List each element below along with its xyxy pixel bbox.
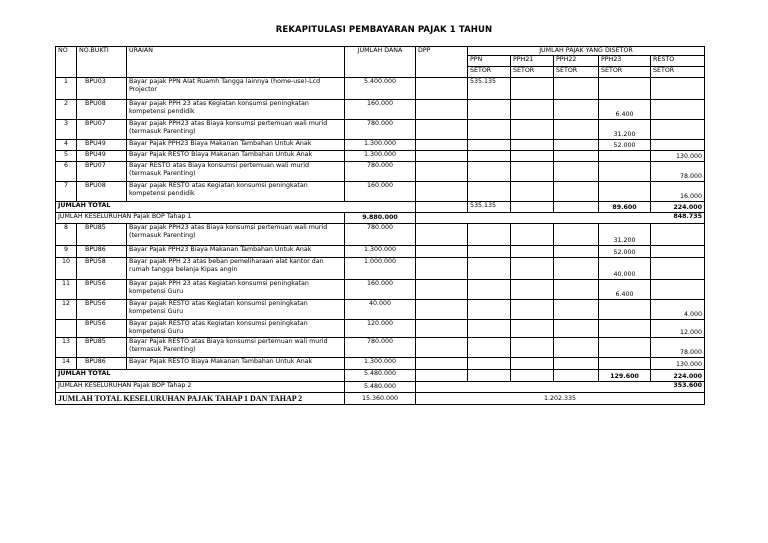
row-bukti: BPU85 [77,224,127,246]
row-dpp [416,246,468,258]
row-pph22 [554,182,599,202]
table-row [56,120,705,140]
row-pph22 [554,300,599,320]
row-dpp [416,151,468,162]
row-jumlah-dana: 780.000 [345,224,416,246]
row-dpp [416,100,468,120]
page-title: REKAPITULASI PEMBAYARAN PAJAK 1 TAHUN [275,25,493,35]
header-row [56,47,705,56]
header-ppn: PPN [468,56,511,67]
row-bukti: BPU07 [77,120,127,140]
row-dpp [416,358,468,370]
row-bukti: BPU03 [77,78,127,100]
row-ppn: 535.135 [468,78,511,100]
row-ppn [468,358,511,370]
row-pph21 [511,182,554,202]
row-pph22 [554,151,599,162]
header-pph23: PPH23 [599,56,651,67]
total-pph22 [554,370,599,382]
row-pph21 [511,300,554,320]
header-setor-pph23: SETOR [599,67,651,78]
row-pph22 [554,246,599,258]
total-pph22 [554,202,599,213]
table-row [56,224,705,246]
row-jumlah-dana: 780.000 [345,162,416,182]
row-resto [651,140,705,151]
grand-total-dana: 15.360.000 [345,393,416,405]
row-no: 6 [56,162,77,182]
row-dpp [416,78,468,100]
total-label: JUMLAH TOTAL [56,370,345,382]
total-dpp [416,370,468,382]
row-uraian: Bayar pajak PPH 23 atas Kegiatan konsumsi peningkatan kompetensi pendidik [127,100,345,120]
table-row [56,358,705,370]
row-pph21 [511,358,554,370]
row-bukti: BPU56 [77,280,127,300]
keseluruhan-pajak: 848.735 [416,213,705,224]
row-pph21 [511,338,554,358]
row-no: 13 [56,338,77,358]
header-pph22: PPH22 [554,56,599,67]
row-bukti: BPU07 [77,162,127,182]
row-no: 14 [56,358,77,370]
header-resto: RESTO [651,56,705,67]
row-dpp [416,162,468,182]
row-uraian: Bayar Pajak PPH23 Biaya Makanan Tambahan Untuk Anak [127,246,345,258]
row-uraian: Bayar pajak PPH 23 atas beban pemeliharaan alat kantor dan rumah tangga belanja Kipas angin [127,258,345,280]
row-pph23 [599,358,651,370]
row-pph21 [511,320,554,338]
row-pph21 [511,151,554,162]
row-ppn [468,100,511,120]
row-jumlah-dana: 1.300.000 [345,246,416,258]
row-pph21 [511,246,554,258]
total-pph23: 129.600 [599,370,651,382]
total-dana: 5.480.000 [345,370,416,382]
keseluruhan-label: JUMLAH KESELURUHAN Pajak BOP Tahap 1 [56,213,345,224]
keseluruhan-pajak: 353.600 [416,382,705,393]
row-bukti: BPU86 [77,246,127,258]
header-jumlah-dana: JUMLAH DANA [345,47,416,78]
row-pph21 [511,78,554,100]
total-pph21 [511,370,554,382]
row-uraian: Bayar Pajak PPH23 Biaya Makanan Tambahan Untuk Anak [127,140,345,151]
row-jumlah-dana: 5.400.000 [345,78,416,100]
row-jumlah-dana: 780.000 [345,338,416,358]
row-pph22 [554,100,599,120]
row-bukti: BPU49 [77,140,127,151]
row-no: 5 [56,151,77,162]
row-jumlah-dana: 160.000 [345,280,416,300]
row-pph22 [554,258,599,280]
row-uraian: Bayar pajak RESTO atas Kegiatan konsumsi peningkatan kompetensi pendidik [127,182,345,202]
header-setor-pph21: SETOR [511,67,554,78]
header-dpp: DPP [416,47,468,78]
row-pph23 [599,151,651,162]
header-setor-resto: SETOR [651,67,705,78]
header-uraian: URAIAN [127,47,345,78]
row-no: 11 [56,280,77,300]
header-no: NO [56,47,77,78]
row-ppn [468,224,511,246]
keseluruhan-label: JUMLAH KESELURUHAN Pajak BOP Tahap 2 [56,382,345,393]
grand-total-row [56,393,705,405]
row-pph23 [599,182,651,202]
row-no: 8 [56,224,77,246]
row-pph22 [554,120,599,140]
row-pph22 [554,320,599,338]
row-pph23: 40.000 [599,258,651,280]
row-bukti: BPU56 [77,300,127,320]
row-pph22 [554,140,599,151]
row-ppn [468,300,511,320]
row-no: 4 [56,140,77,151]
row-pph21 [511,100,554,120]
row-no: 7 [56,182,77,202]
total-row-tahap2 [56,370,705,382]
row-no: 9 [56,246,77,258]
row-resto: 4.000 [651,300,705,320]
row-uraian: Bayar pajak PPH 23 atas Kegiatan konsumsi peningkatan kompetensi Guru [127,280,345,300]
table-row [56,246,705,258]
row-dpp [416,182,468,202]
row-ppn [468,338,511,358]
row-no: 2 [56,100,77,120]
row-resto: 78.000 [651,162,705,182]
row-no: 1 [56,78,77,100]
row-ppn [468,246,511,258]
row-ppn [468,151,511,162]
total-label: JUMLAH TOTAL [56,202,416,213]
row-pph22 [554,78,599,100]
row-bukti: BPU49 [77,151,127,162]
row-ppn [468,182,511,202]
total-row-tahap1 [56,202,705,213]
row-jumlah-dana: 1.000.000 [345,258,416,280]
row-pph22 [554,338,599,358]
row-no: 3 [56,120,77,140]
row-no: 12 [56,300,77,320]
keseluruhan-dana: 5.480.000 [345,382,416,393]
row-pph21 [511,258,554,280]
row-uraian: Bayar pajak RESTO atas Kegiatan konsumsi peningkatan kompetensi Guru [127,320,345,338]
row-pph22 [554,162,599,182]
total-ppn: 535.135 [468,202,511,213]
row-uraian: Bayar Pajak RESTO Biaya Makanan Tambahan Untuk Anak [127,151,345,162]
row-dpp [416,224,468,246]
table-row [56,100,705,120]
grand-total-label: JUMLAH TOTAL KESELURUHAN PAJAK TAHAP 1 DAN TAHAP 2 [56,393,345,405]
row-pph21 [511,140,554,151]
row-pph23: 52.000 [599,140,651,151]
row-bukti: BPU08 [77,182,127,202]
row-resto: 12.000 [651,320,705,338]
total-ppn [468,370,511,382]
row-pph23: 6.400 [599,280,651,300]
row-jumlah-dana: 120.000 [345,320,416,338]
table-row [56,338,705,358]
header-bukti: NO.BUKTI [77,47,127,78]
row-dpp [416,140,468,151]
row-bukti: BPU86 [77,358,127,370]
header-setor-ppn: SETOR [468,67,511,78]
row-pph21 [511,162,554,182]
row-pph23: 52.000 [599,246,651,258]
total-resto: 224.000 [651,202,705,213]
row-resto: 130.000 [651,358,705,370]
row-resto [651,120,705,140]
total-resto: 224.000 [651,370,705,382]
row-jumlah-dana: 40.000 [345,300,416,320]
row-uraian: Bayar pajak PPN Alat Ruamh Tangga lainnya (home-use)-Lcd Projector [127,78,345,100]
table-row [56,151,705,162]
table-row [56,162,705,182]
row-uraian: Bayar pajak RESTO atas Kegiatan konsumsi peningkatan kompetensi Guru [127,300,345,320]
row-ppn [468,280,511,300]
row-resto [651,246,705,258]
row-resto [651,280,705,300]
row-jumlah-dana: 160.000 [345,100,416,120]
row-jumlah-dana: 1.300.000 [345,358,416,370]
row-pph22 [554,280,599,300]
row-resto: 16.000 [651,182,705,202]
row-pph23 [599,320,651,338]
row-pph21 [511,120,554,140]
grand-row-tahap2 [56,382,705,393]
table-row [56,140,705,151]
row-dpp [416,320,468,338]
row-jumlah-dana: 780.000 [345,120,416,140]
row-pph23: 31.200 [599,224,651,246]
row-bukti: BPU08 [77,100,127,120]
header-jumlah-pajak: JUMLAH PAJAK YANG DISETOR [468,47,705,56]
row-pph22 [554,358,599,370]
table-row [56,320,705,338]
row-pph21 [511,224,554,246]
row-no [56,320,77,338]
row-resto: 130.000 [651,151,705,162]
row-pph23 [599,162,651,182]
row-bukti: BPU85 [77,338,127,358]
table-row [56,300,705,320]
row-dpp [416,280,468,300]
grand-row-tahap1 [56,213,705,224]
row-resto [651,100,705,120]
row-ppn [468,258,511,280]
total-pph21 [511,202,554,213]
row-resto [651,258,705,280]
row-ppn [468,120,511,140]
row-pph23: 6.400 [599,100,651,120]
row-uraian: Bayar pajak PPH23 atas Biaya konsumsi pertemuan wali murid (termasuk Parenting) [127,224,345,246]
header-pph21: PPH21 [511,56,554,67]
row-dpp [416,258,468,280]
grand-total-pajak: 1.202.335 [416,393,705,405]
row-pph21 [511,280,554,300]
row-dpp [416,338,468,358]
row-bukti: BPU58 [77,258,127,280]
row-bukti: BPU56 [77,320,127,338]
row-pph23 [599,300,651,320]
row-pph22 [554,224,599,246]
table-row [56,280,705,300]
table-row [56,78,705,100]
row-uraian: Bayar pajak PPH23 atas Biaya konsumsi pertemuan wali murid (termasuk Parenting) [127,120,345,140]
row-dpp [416,120,468,140]
tax-recap-table [55,46,705,405]
row-resto [651,224,705,246]
total-dpp [416,202,468,213]
total-pph23: 89.600 [599,202,651,213]
row-pph23 [599,78,651,100]
row-pph23: 31.200 [599,120,651,140]
table-row [56,182,705,202]
row-jumlah-dana: 160.000 [345,182,416,202]
row-ppn [468,162,511,182]
row-ppn [468,140,511,151]
row-resto [651,78,705,100]
row-jumlah-dana: 1.300.000 [345,151,416,162]
row-no: 10 [56,258,77,280]
table-row [56,258,705,280]
row-ppn [468,320,511,338]
row-jumlah-dana: 1.300.000 [345,140,416,151]
row-uraian: Bayar Pajak RESTO Biaya Makanan Tambahan Untuk Anak [127,358,345,370]
header-setor-pph22: SETOR [554,67,599,78]
row-resto: 78.000 [651,338,705,358]
row-dpp [416,300,468,320]
keseluruhan-dana: 9.880.000 [345,213,416,224]
row-uraian: Bayar Pajak RESTO atas Biaya konsumsi pertemuan wali murid (termasuk Parenting) [127,338,345,358]
row-pph23 [599,338,651,358]
row-uraian: Bayar RESTO atas Biaya konsumsi pertemuan wali murid (termasuk Parenting) [127,162,345,182]
